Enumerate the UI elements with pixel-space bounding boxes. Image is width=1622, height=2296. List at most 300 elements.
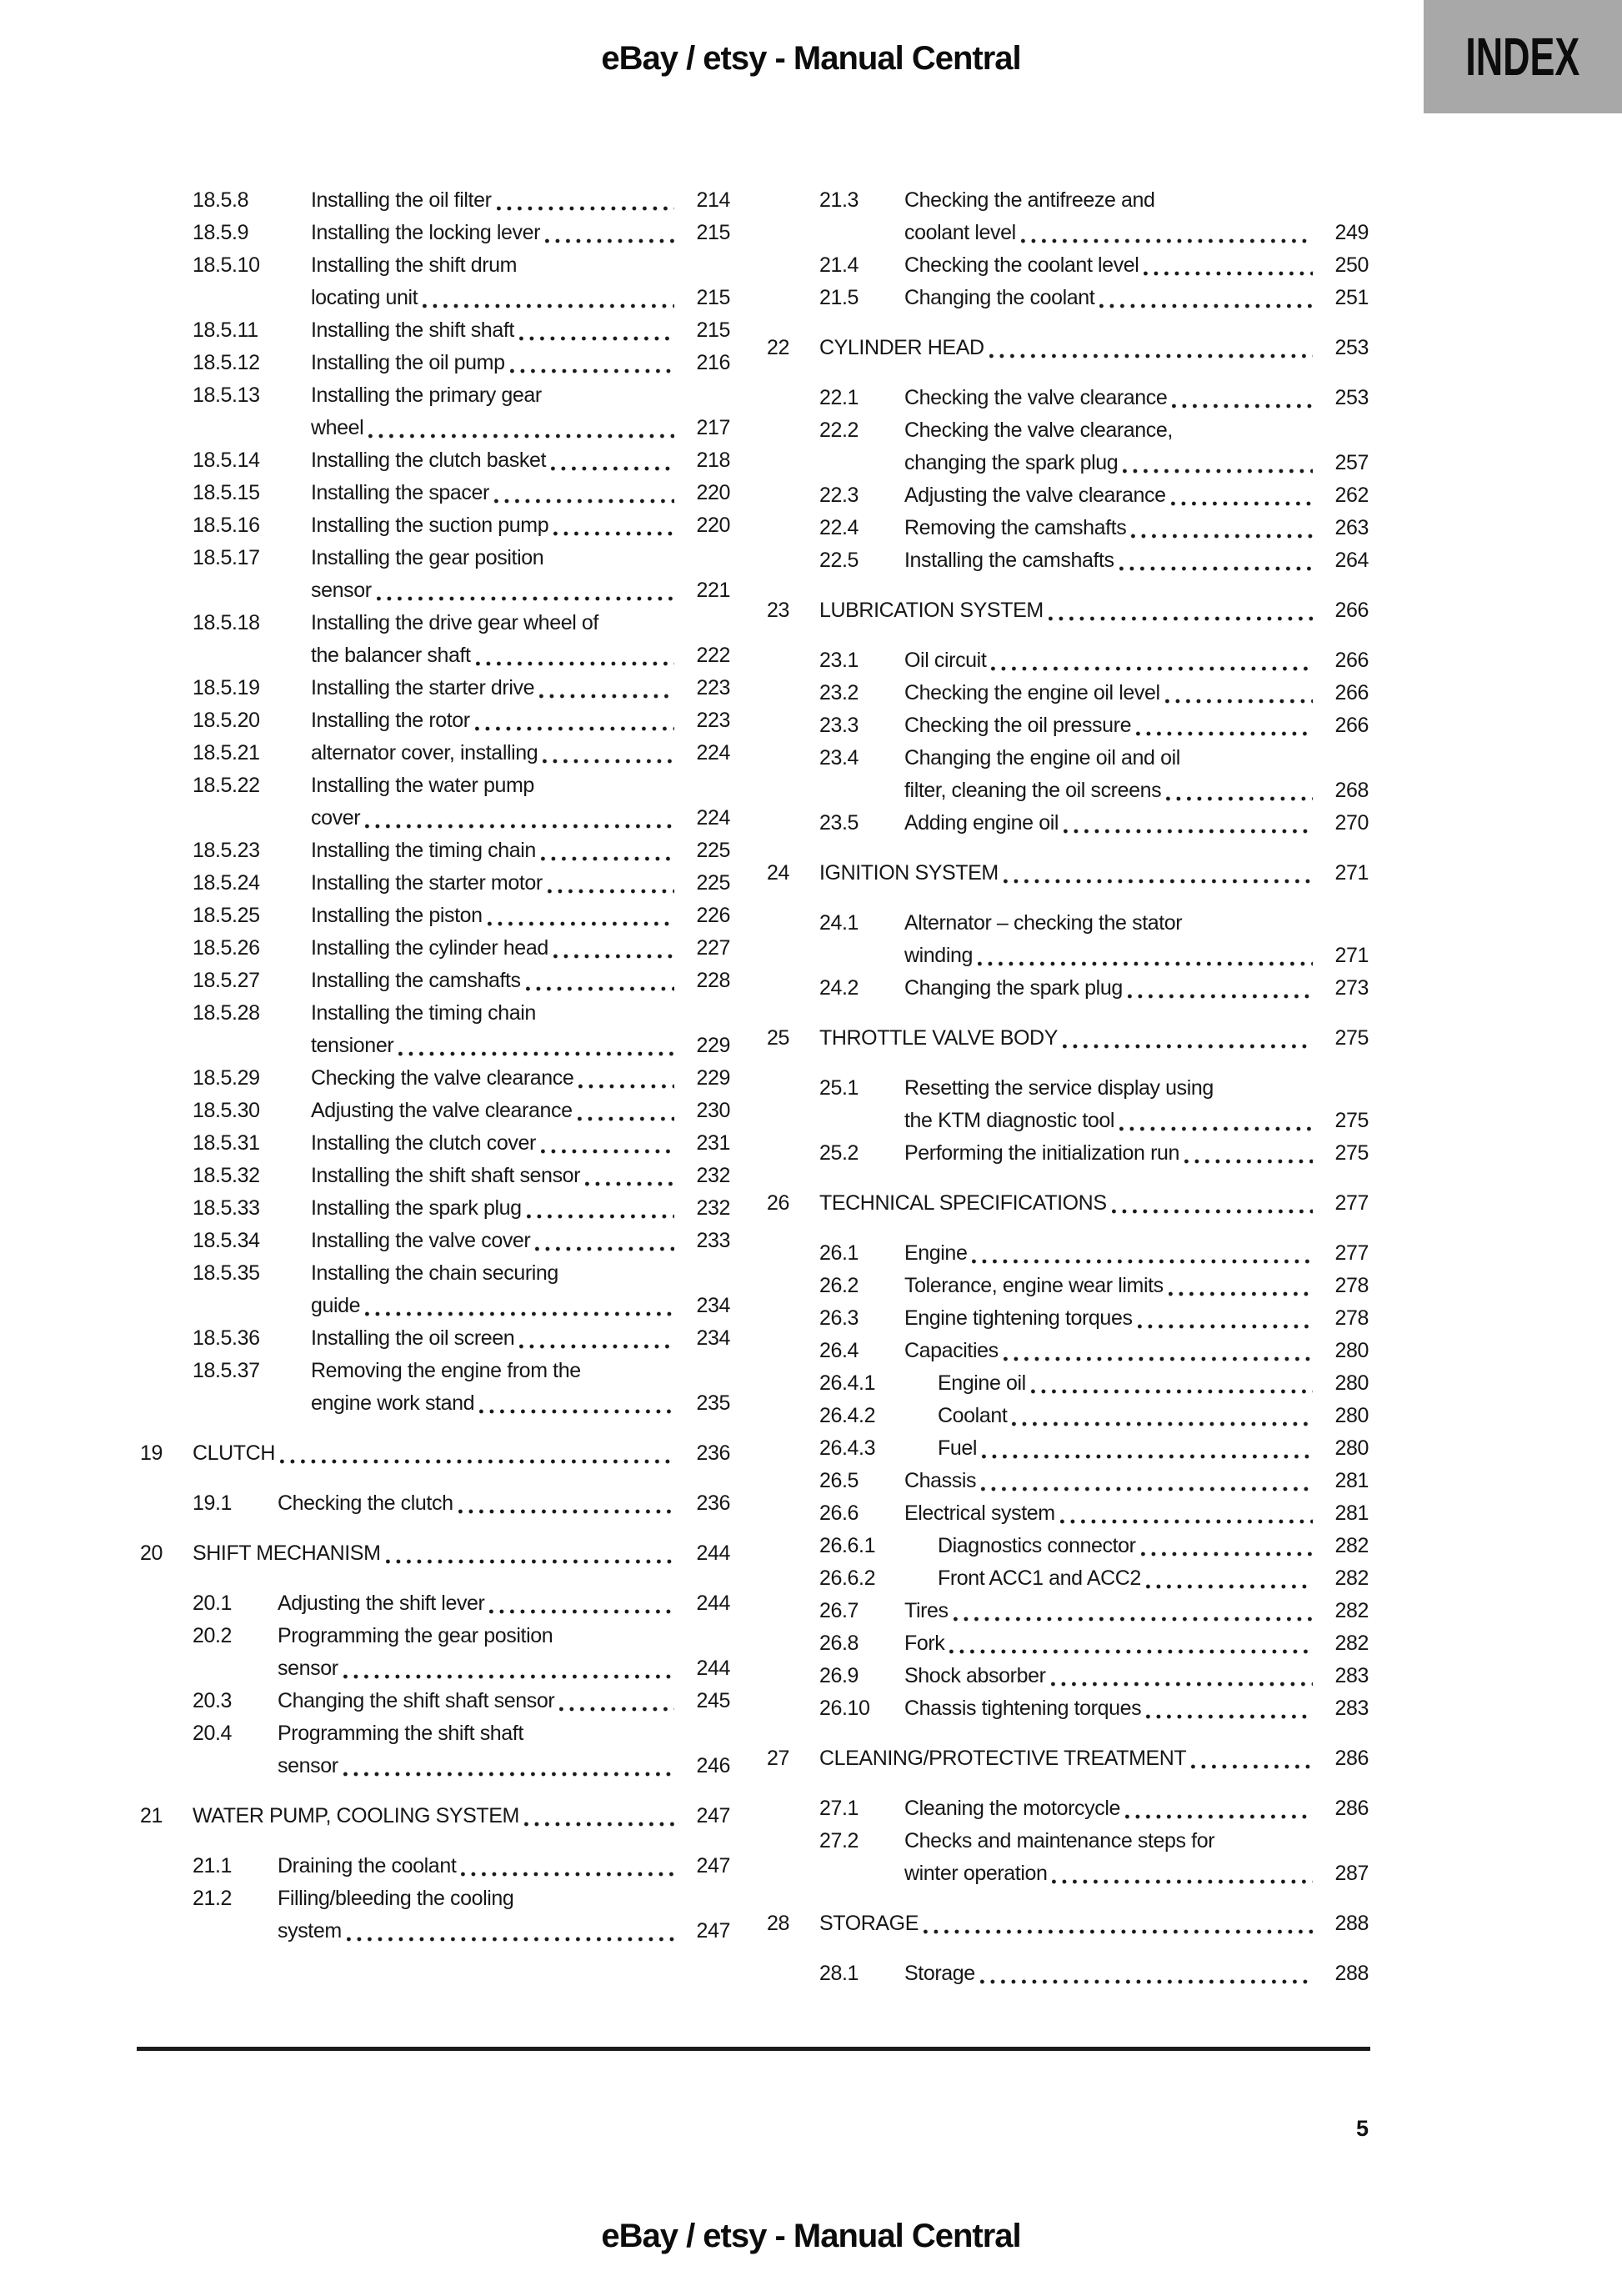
toc-entry-number: 25.2 (819, 1141, 859, 1165)
toc-entry (767, 1400, 1369, 1432)
toc-entry (140, 314, 730, 347)
toc-entry (767, 1825, 1369, 1890)
dot-leader (1119, 544, 1313, 577)
toc-entry-title: Installing the primary gear (311, 384, 542, 407)
toc-entry-number: 18.5.23 (193, 839, 260, 862)
toc-entry (140, 477, 730, 509)
dot-leader (548, 867, 674, 900)
toc-entry-line (819, 709, 1369, 742)
toc-entry-line (819, 807, 1369, 840)
toc-entry-number: 18.5.32 (193, 1164, 260, 1187)
dot-leader (280, 1437, 674, 1470)
dot-leader (494, 477, 674, 509)
toc-entry (140, 1355, 730, 1420)
dot-leader (991, 644, 1313, 677)
toc-entry-line (193, 704, 730, 737)
toc-entry-title: Changing the coolant (904, 286, 1095, 309)
toc-entry-line (819, 1825, 1369, 1857)
toc-entry-title: Tires (904, 1599, 949, 1622)
toc-entry-page: 225 (696, 871, 730, 895)
toc-entry-line (819, 972, 1369, 1005)
toc-entry-number: 18.5.30 (193, 1099, 260, 1122)
toc-entry-line (819, 1432, 1369, 1465)
toc-entry-page: 278 (1334, 1306, 1369, 1330)
toc-entry-number: 26.2 (819, 1274, 859, 1297)
toc-entry-number: 18.5.25 (193, 904, 260, 927)
toc-entry-line (819, 544, 1369, 577)
toc-entry-line-continuation (193, 574, 730, 607)
toc-entry-title: Engine oil (938, 1371, 1026, 1395)
toc-entry-title-continuation: sensor (278, 1754, 338, 1777)
toc-entry-title-continuation: the KTM diagnostic tool (904, 1109, 1115, 1132)
toc-entry-line (819, 249, 1369, 282)
toc-entry-title-continuation: cover (311, 806, 361, 830)
toc-entry-page: 236 (696, 1441, 730, 1465)
toc-entry-line (193, 347, 730, 379)
toc-entry-line (819, 382, 1369, 414)
toc-entry-title: Programming the gear position (278, 1624, 553, 1647)
dot-leader (1191, 1742, 1313, 1775)
dot-leader (1165, 677, 1313, 709)
toc-entry-number: 25 (767, 1026, 790, 1050)
toc-entry (767, 1497, 1369, 1530)
toc-entry (767, 184, 1369, 249)
toc-entry-title: Chassis tightening torques (904, 1697, 1142, 1720)
toc-entry-page: 280 (1334, 1339, 1369, 1362)
toc-entry-line (819, 1692, 1369, 1725)
toc-entry-page: 232 (696, 1164, 730, 1187)
toc-entry-line (819, 1335, 1369, 1367)
toc-entry-title-continuation: filter, cleaning the oil screens (904, 779, 1162, 802)
toc-entry-title: TECHNICAL SPECIFICATIONS (819, 1191, 1107, 1215)
toc-entry-page: 251 (1334, 286, 1369, 309)
toc-entry-page: 275 (1334, 1026, 1369, 1050)
toc-entry (140, 900, 730, 932)
toc-entry-page: 283 (1334, 1697, 1369, 1720)
toc-entry-page: 280 (1334, 1404, 1369, 1427)
toc-entry-title: Checking the coolant level (904, 253, 1139, 277)
toc-entry-line (140, 1537, 730, 1570)
toc-entry (767, 1627, 1369, 1660)
toc-entry-title: Installing the timing chain (311, 1001, 536, 1025)
toc-entry-number: 26.8 (819, 1632, 859, 1655)
toc-entry-number: 26.10 (819, 1697, 870, 1720)
toc-entry-title-continuation: the balancer shaft (311, 644, 471, 667)
toc-entry-line (819, 282, 1369, 314)
toc-entry-line (819, 1465, 1369, 1497)
toc-entry-line-continuation (193, 1915, 730, 1948)
toc-entry-line (819, 1072, 1369, 1105)
toc-entry-title: Engine (904, 1241, 968, 1265)
toc-entry-page: 223 (696, 709, 730, 732)
toc-entry-title: Installing the spacer (311, 481, 489, 504)
dot-leader (1063, 1022, 1313, 1055)
dot-leader (982, 1432, 1313, 1465)
toc-entry-title: Adding engine oil (904, 811, 1059, 835)
toc-entry (767, 1137, 1369, 1170)
dot-leader (980, 1958, 1313, 1990)
toc-entry-title: alternator cover, installing (311, 741, 538, 764)
toc-entry-line (767, 1907, 1369, 1940)
toc-entry-line-continuation (193, 1387, 730, 1420)
toc-entry-title: Adjusting the valve clearance (311, 1099, 573, 1122)
toc-entry (140, 1685, 730, 1717)
dot-leader (541, 1127, 674, 1160)
toc-entry-line (819, 1660, 1369, 1692)
dot-leader (535, 1225, 674, 1257)
dot-leader (1138, 1302, 1313, 1335)
toc-entry-title: Checking the oil pressure (904, 714, 1132, 737)
dot-leader (1166, 775, 1313, 807)
toc-entry (767, 709, 1369, 742)
toc-entry-line (193, 1192, 730, 1225)
toc-entry-line (193, 444, 730, 477)
dot-leader (488, 900, 674, 932)
toc-entry-page: 247 (696, 1919, 730, 1943)
dot-leader (978, 940, 1313, 972)
dot-leader (386, 1537, 675, 1570)
toc-entry (140, 1225, 730, 1257)
dot-leader (578, 1062, 674, 1095)
toc-entry-title: CYLINDER HEAD (819, 336, 984, 359)
toc-entry (140, 1257, 730, 1322)
toc-entry-line-continuation (819, 447, 1369, 479)
toc-chapter-entry (767, 594, 1369, 627)
toc-entry-page: 236 (696, 1491, 730, 1515)
toc-entry (140, 1717, 730, 1782)
toc-entry (767, 1072, 1369, 1137)
toc-entry (767, 807, 1369, 840)
toc-entry-title: Installing the oil pump (311, 351, 505, 374)
toc-entry-title: Installing the rotor (311, 709, 470, 732)
dot-leader (458, 1487, 674, 1520)
toc-chapter-entry (767, 1022, 1369, 1055)
toc-entry (767, 414, 1369, 479)
toc-entry-page: 288 (1334, 1962, 1369, 1985)
toc-entry (140, 932, 730, 965)
dot-leader (1060, 1497, 1313, 1530)
toc-entry-number: 26.4.3 (819, 1436, 876, 1460)
dot-leader (1052, 1857, 1313, 1890)
toc-entry-title: STORAGE (819, 1912, 919, 1935)
toc-entry-title: Installing the shift drum (311, 253, 518, 277)
toc-entry-page: 223 (696, 676, 730, 699)
toc-entry-page: 220 (696, 514, 730, 537)
dot-leader (1184, 1137, 1313, 1170)
toc-entry-number: 18.5.19 (193, 676, 260, 699)
dot-leader (1144, 249, 1313, 282)
toc-entry-number: 18.5.27 (193, 969, 260, 992)
toc-entry-title-continuation: guide (311, 1294, 361, 1317)
toc-entry-title: Performing the initialization run (904, 1141, 1180, 1165)
toc-entry-number: 18.5.11 (193, 318, 258, 342)
toc-entry-number: 27 (767, 1747, 790, 1770)
toc-entry-title: Alternator – checking the stator (904, 911, 1183, 935)
toc-entry-line (193, 672, 730, 704)
dot-leader (368, 412, 674, 444)
toc-entry (767, 512, 1369, 544)
toc-entry-number: 18.5.26 (193, 936, 260, 960)
toc-entry-title: Installing the camshafts (904, 549, 1114, 572)
toc-chapter-entry (140, 1537, 730, 1570)
toc-entry (767, 1335, 1369, 1367)
toc-entry-line-continuation (193, 1030, 730, 1062)
toc-entry (767, 1432, 1369, 1465)
toc-entry-page: 262 (1334, 484, 1369, 507)
dot-leader (924, 1907, 1313, 1940)
toc-entry (140, 1620, 730, 1685)
dot-leader (476, 639, 674, 672)
toc-entry-number: 25.1 (819, 1076, 859, 1100)
toc-entry-line (193, 1717, 730, 1750)
dot-leader (365, 1290, 674, 1322)
toc-entry-title: Front ACC1 and ACC2 (938, 1567, 1141, 1590)
toc-entry-title: Draining the coolant (278, 1854, 457, 1877)
dot-leader (423, 282, 674, 314)
footer-title: eBay / etsy - Manual Central (601, 2218, 1021, 2254)
toc-entry-title: WATER PUMP, COOLING SYSTEM (193, 1804, 519, 1827)
toc-entry-page: 273 (1334, 976, 1369, 1000)
toc-entry-page: 266 (1334, 649, 1369, 672)
toc-entry-line (819, 1137, 1369, 1170)
toc-entry-page: 244 (696, 1657, 730, 1680)
toc-entry-line (819, 1958, 1369, 1990)
toc-entry-number: 22.3 (819, 484, 859, 507)
toc-entry (140, 379, 730, 444)
toc-entry-page: 247 (696, 1854, 730, 1877)
toc-entry-title: Installing the drive gear wheel of (311, 611, 598, 634)
dot-leader (1051, 1660, 1314, 1692)
dot-leader (1112, 1187, 1313, 1220)
dot-leader (519, 1322, 674, 1355)
toc-entry-number: 18.5.9 (193, 221, 249, 244)
toc-entry-page: 215 (696, 318, 730, 342)
page-number: 5 (1355, 2116, 1369, 2141)
toc-entry (767, 1595, 1369, 1627)
toc-entry-number: 18.5.16 (193, 514, 260, 537)
toc-entry-title-continuation: engine work stand (311, 1391, 475, 1415)
toc-entry-line (819, 907, 1369, 940)
toc-entry-number: 19 (140, 1441, 163, 1465)
toc-entry-page: 222 (696, 644, 730, 667)
toc-entry-number: 18.5.33 (193, 1196, 260, 1220)
dot-leader (519, 314, 674, 347)
toc-entry-title-continuation: coolant level (904, 221, 1016, 244)
toc-entry (140, 997, 730, 1062)
toc-entry-page: 266 (1334, 714, 1369, 737)
toc-entry (767, 742, 1369, 807)
toc-entry-number: 18.5.15 (193, 481, 260, 504)
toc-entry (767, 544, 1369, 577)
toc-entry (767, 1530, 1369, 1562)
toc-entry (767, 479, 1369, 512)
toc-chapter-entry (767, 1742, 1369, 1775)
toc-entry-title-continuation: locating unit (311, 286, 418, 309)
toc-entry (140, 1882, 730, 1948)
toc-entry-number: 19.1 (193, 1491, 233, 1515)
toc-entry-number: 23.4 (819, 746, 859, 770)
toc-entry-line (193, 1095, 730, 1127)
toc-entry-line (193, 737, 730, 770)
toc-entry-number: 18.5.34 (193, 1229, 260, 1252)
toc-entry-line (193, 607, 730, 639)
dot-leader (1099, 282, 1313, 314)
toc-entry-number: 22.5 (819, 549, 859, 572)
toc-right-column (767, 184, 1369, 1990)
toc-entry-title: Diagnostics connector (938, 1534, 1136, 1557)
toc-entry-page: 226 (696, 904, 730, 927)
toc-entry-title: Changing the engine oil and oil (904, 746, 1180, 770)
toc-entry-number: 21.2 (193, 1887, 233, 1910)
toc-left-column (140, 184, 730, 1948)
toc-chapter-entry (767, 332, 1369, 364)
dot-leader (398, 1030, 674, 1062)
dot-leader (1064, 807, 1313, 840)
toc-entry (140, 672, 730, 704)
toc-entry-line (193, 1127, 730, 1160)
toc-entry-number: 26 (767, 1191, 790, 1215)
toc-entry-title: Checks and maintenance steps for (904, 1829, 1215, 1852)
toc-entry-line (819, 1595, 1369, 1627)
toc-entry-number: 26.7 (819, 1599, 859, 1622)
toc-entry-page: 264 (1334, 549, 1369, 572)
dot-leader (1049, 594, 1313, 627)
dot-leader (527, 1192, 674, 1225)
toc-entry-title: Removing the engine from the (311, 1359, 581, 1382)
dot-leader (1004, 857, 1313, 890)
toc-entry-title: IGNITION SYSTEM (819, 861, 999, 885)
toc-entry-number: 18.5.12 (193, 351, 260, 374)
toc-entry (140, 965, 730, 997)
dot-leader (1171, 479, 1313, 512)
toc-entry-page: 229 (696, 1034, 730, 1057)
dot-leader (497, 184, 674, 217)
toc-entry-title: Installing the suction pump (311, 514, 549, 537)
toc-entry-title: Removing the camshafts (904, 516, 1127, 539)
toc-entry-page: 275 (1334, 1141, 1369, 1165)
toc-entry-page: 286 (1334, 1747, 1369, 1770)
toc-entry (767, 972, 1369, 1005)
dot-leader (524, 1800, 674, 1832)
toc-entry-line-continuation (193, 282, 730, 314)
toc-entry (140, 1192, 730, 1225)
dot-leader (377, 574, 674, 607)
toc-entry (140, 770, 730, 835)
toc-entry (767, 907, 1369, 972)
toc-entry (767, 677, 1369, 709)
toc-entry-title: Installing the camshafts (311, 969, 521, 992)
toc-entry-number: 26.9 (819, 1664, 859, 1687)
toc-entry-number: 18.5.18 (193, 611, 260, 634)
toc-entry-title: THROTTLE VALVE BODY (819, 1026, 1058, 1050)
toc-entry-number: 20.2 (193, 1624, 233, 1647)
toc-entry-number: 18.5.21 (193, 741, 260, 764)
toc-entry-number: 18.5.13 (193, 384, 260, 407)
toc-entry-line (819, 1237, 1369, 1270)
toc-entry-title: Installing the clutch cover (311, 1131, 536, 1155)
toc-entry-line (767, 857, 1369, 890)
toc-entry-line (819, 1562, 1369, 1595)
toc-entry-line (193, 1487, 730, 1520)
toc-entry-line (193, 477, 730, 509)
footer-divider-rule (137, 2047, 1370, 2051)
toc-entry (767, 382, 1369, 414)
toc-entry-title: Adjusting the shift lever (278, 1592, 485, 1615)
toc-entry-page: 253 (1334, 336, 1369, 359)
toc-entry-line (193, 1850, 730, 1882)
toc-entry-number: 23.3 (819, 714, 859, 737)
dot-leader (553, 932, 674, 965)
toc-entry-title: Capacities (904, 1339, 999, 1362)
toc-entry-number: 23.1 (819, 649, 859, 672)
toc-entry-page: 224 (696, 741, 730, 764)
toc-entry-page: 280 (1334, 1436, 1369, 1460)
toc-entry-title-continuation: changing the spark plug (904, 451, 1119, 474)
toc-entry-page: 225 (696, 839, 730, 862)
header-title: eBay / etsy - Manual Central (601, 40, 1021, 77)
toc-entry-title: Installing the shift shaft (311, 318, 514, 342)
dot-leader (1146, 1562, 1313, 1595)
toc-entry-page: 246 (696, 1754, 730, 1777)
toc-entry-title: Tolerance, engine wear limits (904, 1274, 1164, 1297)
toc-entry (767, 1302, 1369, 1335)
toc-entry-title-continuation: system (278, 1919, 342, 1943)
toc-entry-page: 280 (1334, 1371, 1369, 1395)
toc-entry-line-continuation (819, 1105, 1369, 1137)
toc-entry-number: 23.5 (819, 811, 859, 835)
toc-entry-page: 235 (696, 1391, 730, 1415)
toc-entry-title: Installing the shift shaft sensor (311, 1164, 581, 1187)
toc-entry (767, 1367, 1369, 1400)
toc-entry-number: 21.4 (819, 253, 859, 277)
toc-entry-page: 215 (696, 286, 730, 309)
toc-entry-line (193, 542, 730, 574)
toc-entry-line (193, 1257, 730, 1290)
toc-entry-line (819, 479, 1369, 512)
toc-entry-page: 231 (696, 1131, 730, 1155)
toc-entry-line (193, 314, 730, 347)
dot-leader (954, 1595, 1313, 1627)
toc-entry-line (193, 932, 730, 965)
toc-entry-title: Checking the engine oil level (904, 681, 1160, 704)
toc-entry (140, 1850, 730, 1882)
toc-entry-title: Installing the starter motor (311, 871, 543, 895)
toc-entry-line (767, 1742, 1369, 1775)
toc-entry-line-continuation (193, 802, 730, 835)
toc-chapter-entry (767, 1187, 1369, 1220)
toc-entry (767, 1792, 1369, 1825)
dot-leader (1012, 1400, 1313, 1432)
toc-entry-title-continuation: wheel (311, 416, 364, 439)
toc-entry (767, 1270, 1369, 1302)
toc-entry-number: 20 (140, 1542, 163, 1565)
dot-leader (526, 965, 674, 997)
dot-leader (1146, 1692, 1313, 1725)
toc-entry-number: 28.1 (819, 1962, 859, 1985)
dot-leader (559, 1685, 674, 1717)
toc-entry-page: 216 (696, 351, 730, 374)
toc-entry-page: 253 (1334, 386, 1369, 409)
toc-entry-title: Installing the spark plug (311, 1196, 522, 1220)
toc-entry-page: 282 (1334, 1534, 1369, 1557)
toc-entry-title: Installing the water pump (311, 774, 534, 797)
toc-entry-page: 244 (696, 1542, 730, 1565)
toc-entry-number: 21.3 (819, 188, 859, 212)
toc-entry-line (819, 1792, 1369, 1825)
toc-entry-number: 24 (767, 861, 790, 885)
toc-entry-number: 20.4 (193, 1722, 233, 1745)
index-tab-label: INDEX (1465, 27, 1580, 87)
